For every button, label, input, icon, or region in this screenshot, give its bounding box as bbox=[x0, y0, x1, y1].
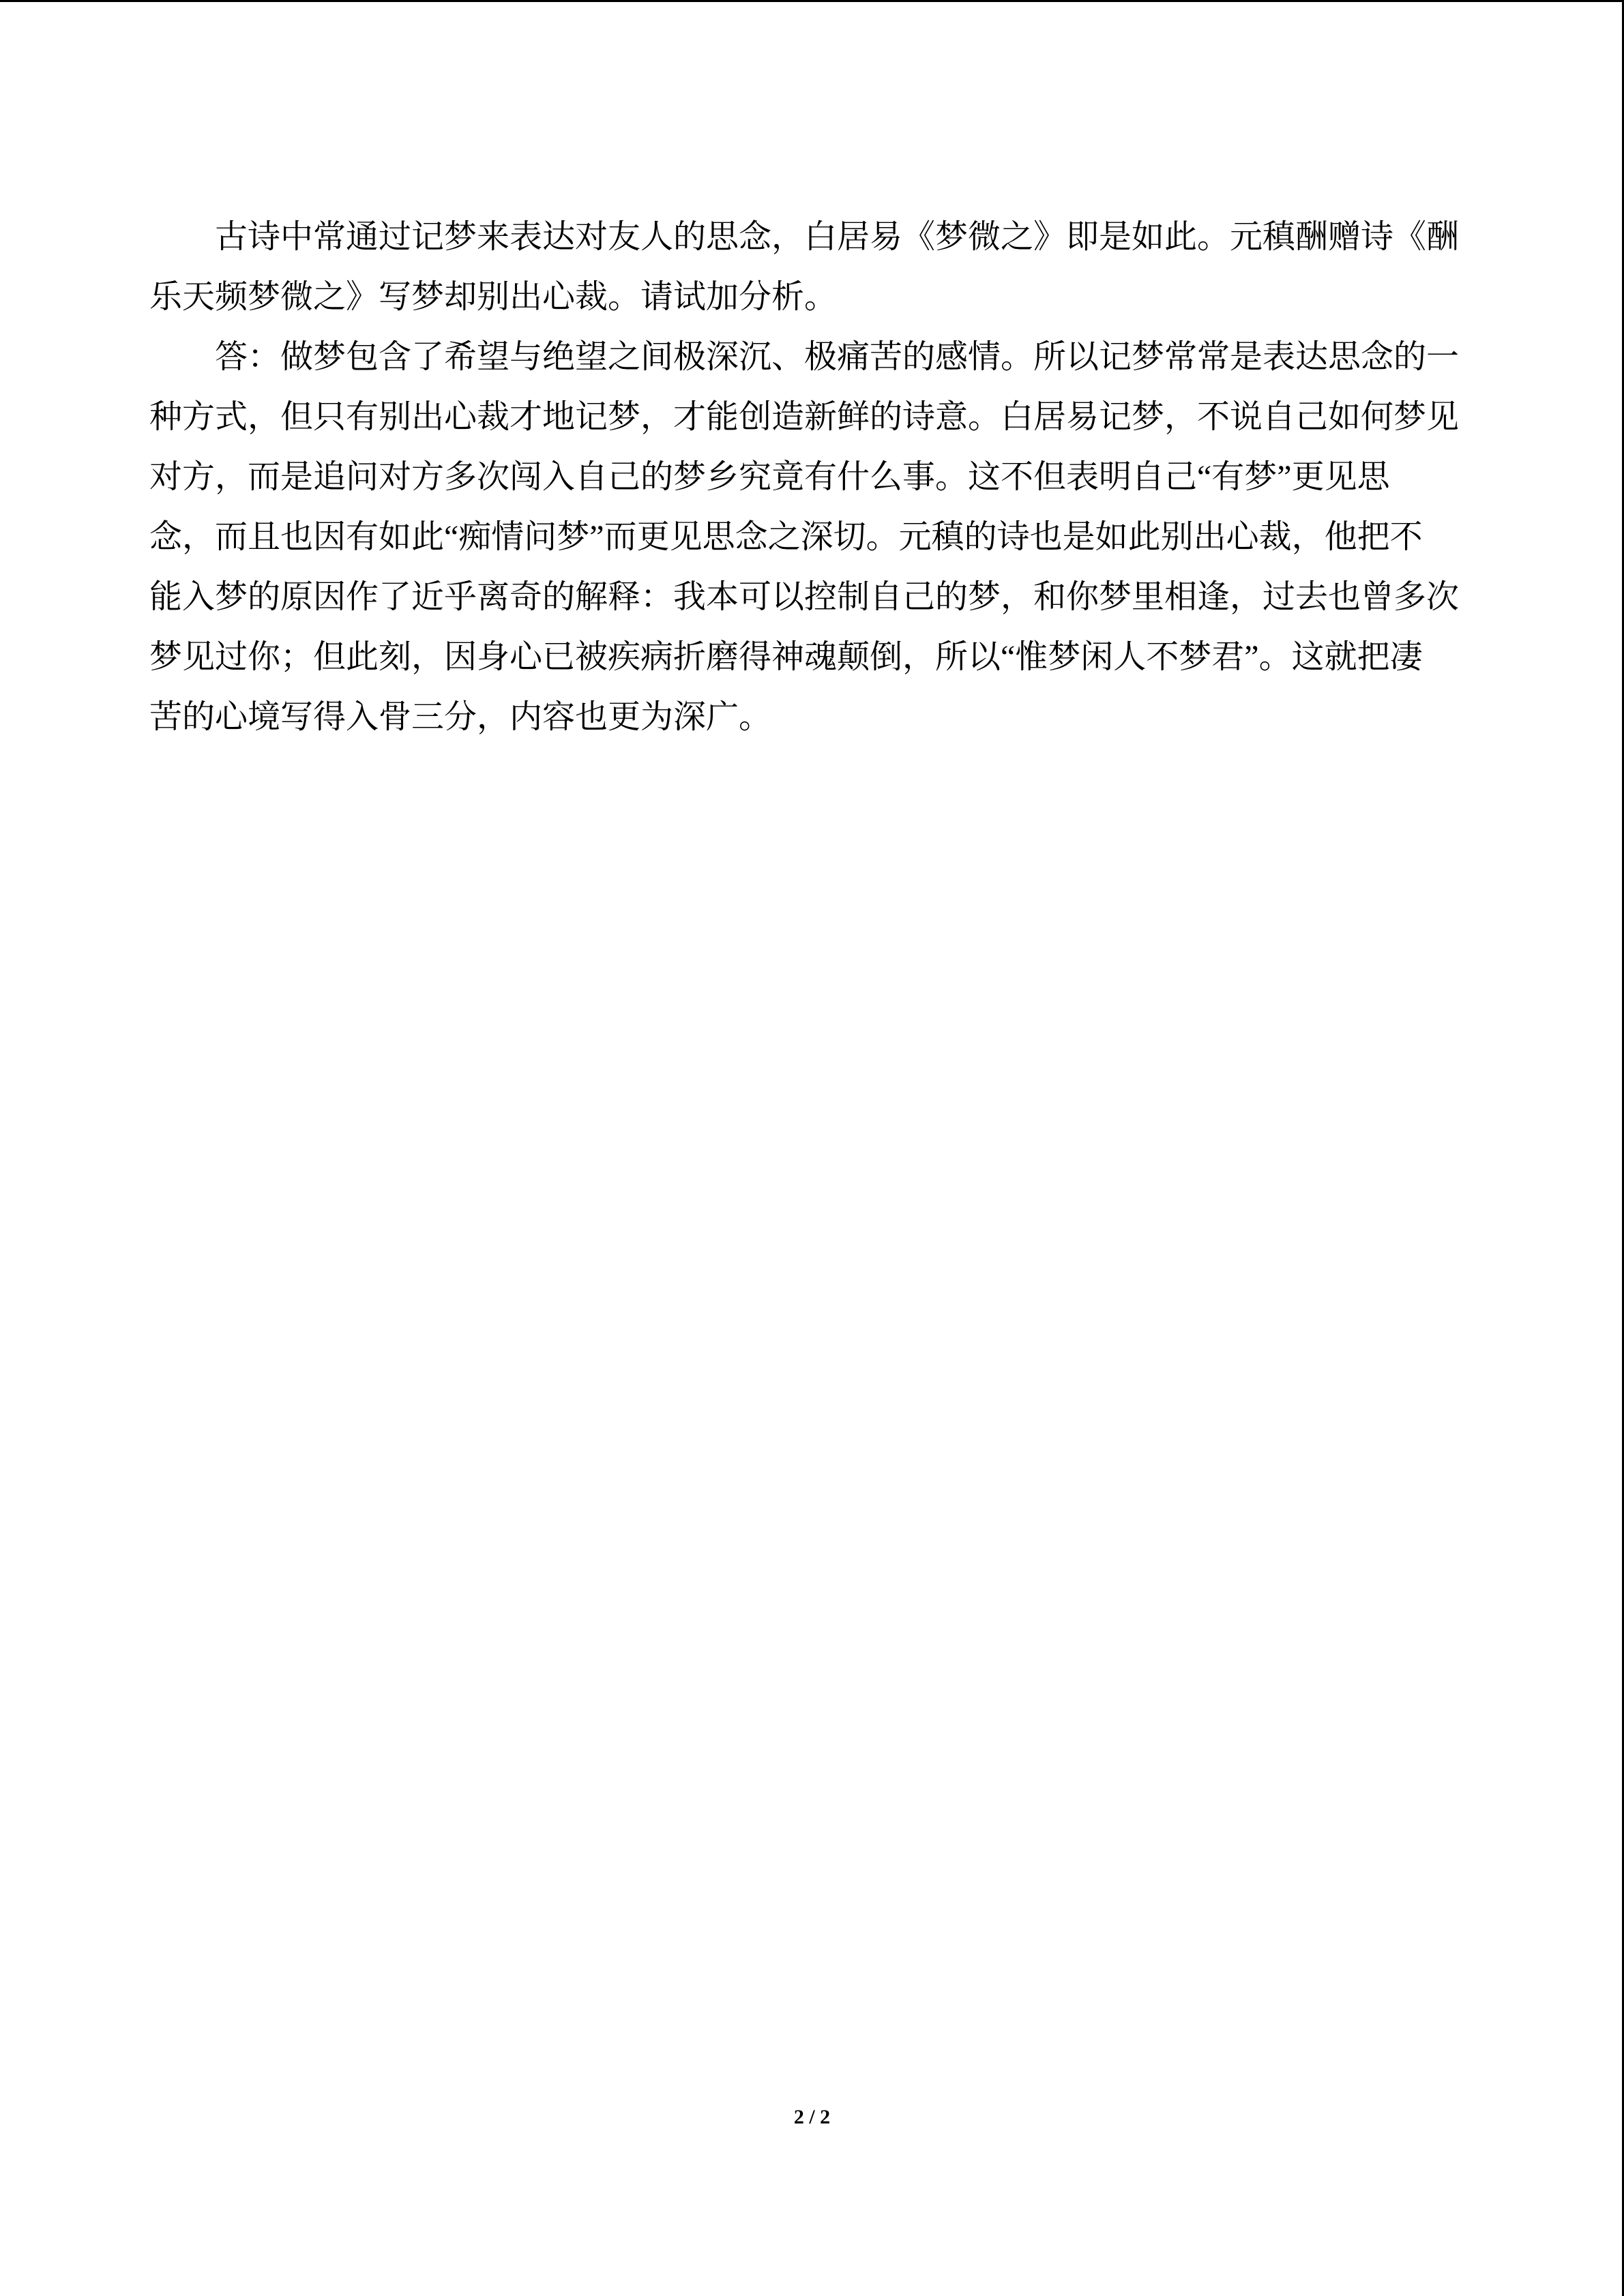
text-line: 梦见过你；但此刻，因身心已被疾病折磨得神魂颠倒，所以“惟梦闲人不梦君”。这就把凄 bbox=[149, 639, 1423, 675]
text-line: 念，而且也因有如此“痴情问梦”而更见思念之深切。元稹的诗也是如此别出心裁，他把不 bbox=[149, 519, 1423, 555]
text-line: 种方式，但只有别出心裁才地记梦，才能创造新鲜的诗意。白居易记梦，不说自己如何梦见 bbox=[149, 399, 1460, 435]
page-number: 2 / 2 bbox=[793, 2106, 831, 2128]
text-line: 古诗中常通过记梦来表达对友人的思念，白居易《梦微之》即是如此。元稹酬赠诗《酬 bbox=[215, 219, 1460, 255]
document-body bbox=[149, 207, 1459, 747]
text-line: 苦的心境写得入骨三分，内容也更为深广。 bbox=[149, 699, 772, 735]
text-line: 答：做梦包含了希望与绝望之间极深沉、极痛苦的感情。所以记梦常常是表达思念的一 bbox=[215, 339, 1460, 375]
text-line: 对方，而是追问对方多次闯入自己的梦乡究竟有什么事。这不但表明自己“有梦”更见思 bbox=[149, 459, 1390, 495]
question-paragraph bbox=[149, 207, 1459, 327]
page-border-top bbox=[0, 0, 1624, 2]
text-line: 乐天频梦微之》写梦却别出心裁。请试加分析。 bbox=[149, 279, 838, 315]
text-line: 能入梦的原因作了近乎离奇的解释：我本可以控制自己的梦，和你梦里相逢，过去也曾多次 bbox=[149, 579, 1460, 615]
answer-paragraph bbox=[149, 327, 1459, 747]
